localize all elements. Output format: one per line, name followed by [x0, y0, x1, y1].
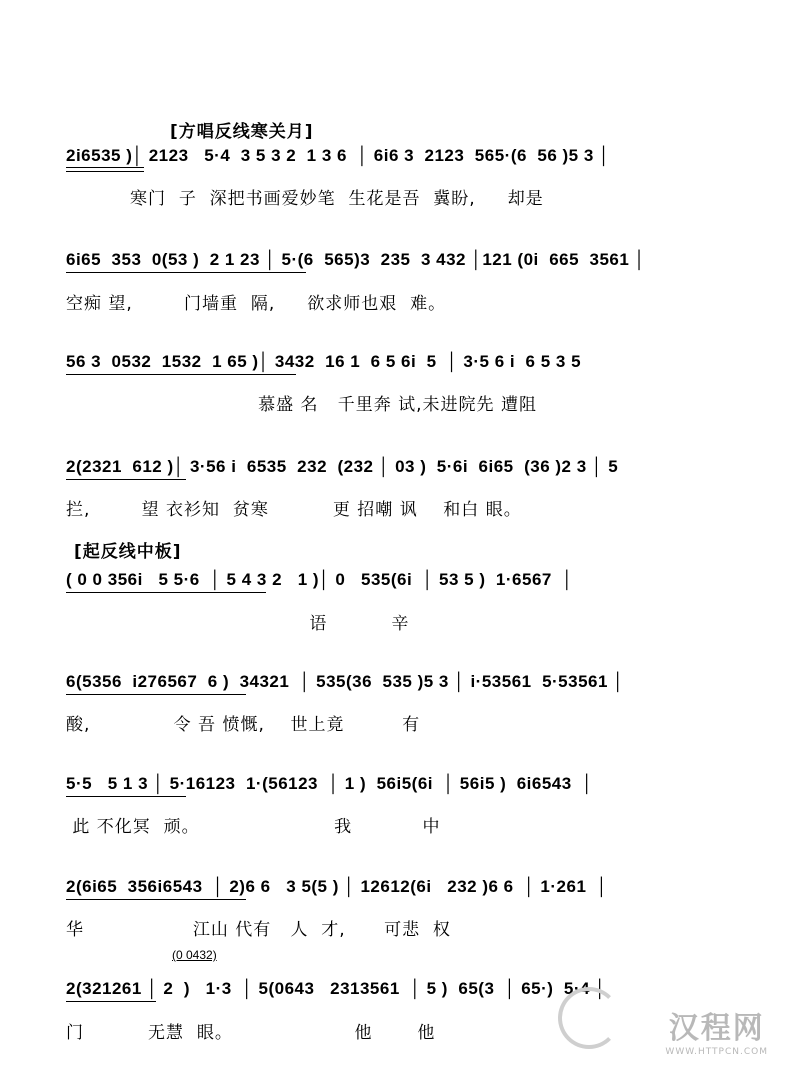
watermark-logo: 汉程网 — [668, 1011, 765, 1046]
notation-row-1: 2i6535 )│ 2123 5·4 3 5 3 2 1 3 6 │ 6i6 3 2123 565·(6 56 )5 3 │ — [66, 146, 611, 165]
beam-line — [66, 592, 266, 593]
notation-row-3: 56 3 0532 1532 1 65 )│ 3432 16 1 6 5 6i 5 │ 3·5 6 i 6 5 3 5 — [66, 352, 582, 371]
lyrics-row-8: 华 江山 代有 人 才, 可悲 权 — [66, 920, 451, 940]
lyrics-row-3: 慕盛 名 千里奔 试,未进院先 遭阻 — [66, 395, 537, 415]
notation-annotation: (0 0432) — [172, 948, 217, 962]
section-title-qifan: [起反线中板] — [74, 542, 182, 562]
lyrics-row-5: 语 辛 — [66, 614, 410, 634]
notation-row-8: 2(6i65 356i6543 │ 2)6 6 3 5(5 ) │ 12612(6i 232 )6 6 │ 1·261 │ — [66, 877, 608, 896]
beam-line — [66, 167, 144, 168]
lyrics-row-2: 空痴 望, 门墙重 隔, 欲求师也艰 难。 — [66, 294, 447, 314]
notation-row-9: 2(321261 │ 2 ) 1·3 │ 5(0643 2313561 │ 5 ) 65(3 │ 65·) 5·4 │ — [66, 979, 607, 998]
beam-line — [66, 1001, 156, 1002]
beam-line — [66, 374, 296, 375]
lyrics-row-4: 拦, 望 衣衫知 贫寒 更 招嘲 讽 和白 眼。 — [66, 500, 522, 520]
lyrics-row-7: 此 不化冥 顽。 我 中 — [66, 817, 441, 837]
watermark-url: WWW.HTTPCN.COM — [665, 1047, 768, 1057]
section-title-fangchang: [方唱反线寒关月] — [170, 122, 314, 142]
lyrics-row-1: 寒门 子 深把书画爱妙笔 生花是吾 冀盼, 却是 — [66, 189, 544, 209]
beam-line — [66, 694, 246, 695]
notation-row-2: 6i65 353 0(53 ) 2 1 23 │ 5·(6 565)3 235 3 432 │121 (0i 665 3561 │ — [66, 250, 646, 269]
notation-row-5: ( 0 0 356i 5 5·6 │ 5 4 3 2 1 )│ 0 535(6i │ 53 5 ) 1·6567 │ — [66, 570, 574, 589]
beam-line — [66, 171, 144, 172]
watermark-swirl-icon — [558, 987, 620, 1049]
notation-row-7: 5·5 5 1 3 │ 5·16123 1·(56123 │ 1 ) 56i5(6i │ 56i5 ) 6i6543 │ — [66, 774, 594, 793]
lyrics-row-9: 门 无慧 眼。 他 他 — [66, 1023, 436, 1043]
beam-line — [66, 899, 246, 900]
beam-line — [66, 479, 186, 480]
watermark — [665, 1003, 768, 1057]
notation-row-6: 6(5356 i276567 6 ) 34321 │ 535(36 535 )5 3 │ i·53561 5·53561 │ — [66, 672, 625, 691]
notation-row-4: 2(2321 612 )│ 3·56 i 6535 232 (232 │ 03 ) 5·6i 6i65 (36 )2 3 │ 5 — [66, 457, 619, 476]
lyrics-row-6: 酸, 令 吾 愤慨, 世上竟 有 — [66, 715, 421, 735]
beam-line — [66, 796, 186, 797]
beam-line — [66, 272, 306, 273]
